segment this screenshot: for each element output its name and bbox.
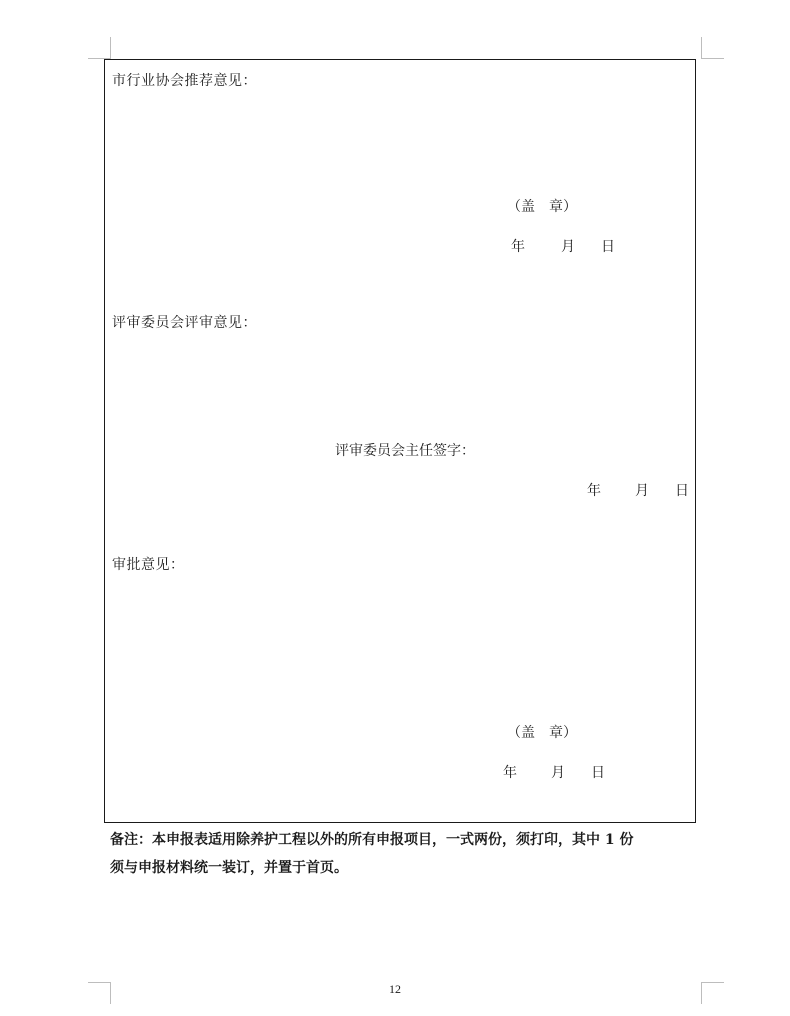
date-year: 年 [587,483,601,499]
remarks-line-2: 须与申报材料统一装订，并置于首页。 [110,860,348,876]
association-opinion-label: 市行业协会推荐意见： [112,73,257,89]
date-day: 日 [675,483,689,499]
crop-mark [702,58,724,59]
page-number: 12 [389,982,401,996]
review-opinion-label: 评审委员会评审意见： [112,315,257,331]
crop-mark [701,37,702,59]
committee-director-signature: 评审委员会主任签字： [335,443,475,459]
approval-opinion-label: 审批意见： [112,557,185,573]
date-month: 月 [551,765,565,781]
date-day: 日 [591,765,605,781]
seal-text: （盖 章） [507,725,577,741]
date-month: 月 [635,483,649,499]
crop-mark [110,37,111,59]
date-month: 月 [561,239,575,255]
remarks-note [110,826,702,882]
association-recommendation-section [104,59,696,303]
date-day: 日 [601,239,615,255]
review-committee-section [104,302,696,545]
remarks-line-1: 备注：本申报表适用除养护工程以外的所有申报项目，一式两份，须打印，其中 1 份 [110,832,634,848]
date-year: 年 [503,765,517,781]
seal-text: （盖 章） [507,199,577,215]
approval-section [104,544,696,823]
date-year: 年 [511,239,525,255]
